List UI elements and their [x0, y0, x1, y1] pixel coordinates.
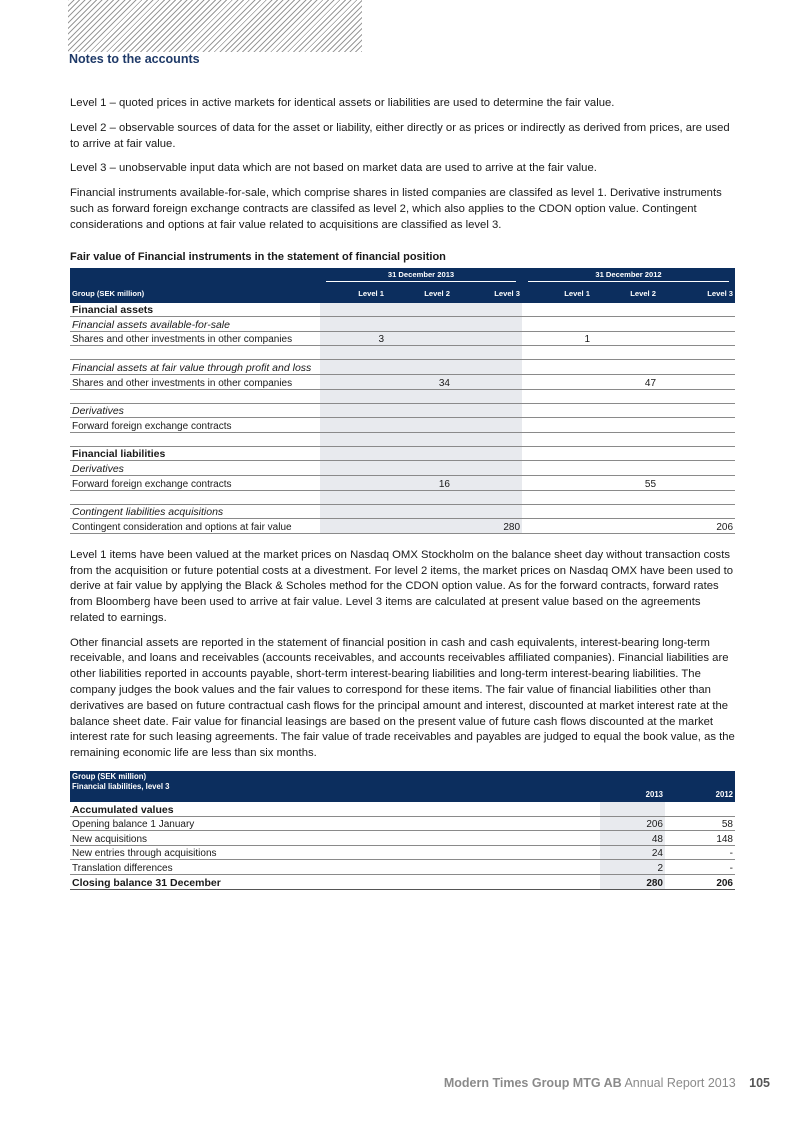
table-row: [70, 519, 735, 534]
year-2013-header: 2013: [600, 771, 665, 802]
row-label: Opening balance 1 January: [70, 816, 600, 831]
row-label: Shares and other investments in other companies: [70, 331, 320, 346]
table-header-levels: [70, 284, 735, 303]
cell-value: -: [665, 860, 735, 875]
row-label: New entries through acquisitions: [70, 845, 600, 860]
footer-report: Annual Report 2013: [624, 1076, 736, 1090]
cell-value: 280: [452, 519, 522, 534]
section-label: Accumulated values: [70, 802, 600, 816]
table-row: [70, 802, 735, 816]
cell-value: 58: [665, 816, 735, 831]
cell-value: -: [665, 845, 735, 860]
group-header-label: Group (SEK million): [72, 772, 147, 782]
row-label: Derivatives: [70, 461, 320, 476]
level2-2012-header: Level 2: [592, 284, 658, 303]
level1-2012-header: Level 1: [522, 284, 592, 303]
cell-value: 148: [665, 831, 735, 846]
liabilities-header-label: Financial liabilities, level 3: [72, 782, 170, 792]
main-content: [70, 96, 735, 890]
header-hatch-pattern: [68, 0, 362, 52]
table-row: [70, 403, 735, 418]
cell-value: 34: [386, 374, 452, 389]
cell-value: 16: [386, 475, 452, 490]
page-footer: [444, 1076, 770, 1090]
year-2012-header: 2012: [665, 771, 735, 802]
table-row: [70, 490, 735, 504]
table-row: [70, 446, 735, 461]
row-label: Forward foreign exchange contracts: [70, 418, 320, 433]
table-row: [70, 346, 735, 360]
row-label: Contingent liabilities acquisitions: [70, 504, 320, 519]
cell-value: 206: [600, 816, 665, 831]
cell-value: 24: [600, 845, 665, 860]
cell-value: 1: [522, 331, 592, 346]
table-row: [70, 374, 735, 389]
level1-2013-header: Level 1: [320, 284, 386, 303]
cell-value: 48: [600, 831, 665, 846]
table-row: [70, 845, 735, 860]
table-row: [70, 860, 735, 875]
paragraph-level3: Level 3 – unobservable input data which are not based on market data are used to arrive at the fair value.: [70, 162, 597, 175]
liabilities-level3-table: [70, 771, 735, 890]
row-label: Financial assets at fair value through profit and loss: [70, 360, 320, 375]
footer-company: Modern Times Group MTG AB: [443, 1076, 622, 1090]
cell-value: 47: [592, 374, 658, 389]
table-row: [70, 360, 735, 375]
row-label: Contingent consideration and options at fair value: [70, 519, 320, 534]
level3-2013-header: Level 3: [452, 284, 522, 303]
cell-value: 206: [665, 875, 735, 890]
row-label: Shares and other investments in other companies: [70, 374, 320, 389]
table-row: [70, 816, 735, 831]
paragraph-level2: Level 2 – observable sources of data for the asset or liability, either directly or as prices or indirectly as derived from prices, are used to arrive at fair value.: [70, 121, 730, 150]
paragraph-other-assets: Other financial assets are reported in the statement of financial position in cash and cash equivalents, interest-bearing long-term receivable, and loans and receivables (accounts receivables, and accounts receivables affiliated companies). Financial liabilities are other liabilities reported in accounts payable, short-term interest-bearing liabilities and long-term interest-bearing liabilities. The company judges the book values and the fair values to correspond for these items. The fair value of financial liabilities other than derivatives are based on future contractual cash flows for the principal amount and interest, discounted at market interest rate at the balance sheet date. Fair value for financial leasings are based on the present value of future cash flows discounted at the market interest rate for such leasing agreements. The fair value of trade receivables and payables are judged to equal the book value, as the remaining economic life are less than six months.: [70, 636, 735, 760]
table-row-total: [70, 875, 735, 890]
fair-value-table-title: Fair value of Financial instruments in the statement of financial position: [70, 250, 446, 263]
table-row: [70, 331, 735, 346]
group-column-header: Group (SEK million): [70, 284, 320, 303]
fair-value-table: [70, 268, 735, 534]
table-row: [70, 475, 735, 490]
paragraph-level1: Level 1 – quoted prices in active markets for identical assets or liabilities are used to determine the fair value.: [70, 97, 615, 109]
table-row: [70, 317, 735, 332]
row-label: Forward foreign exchange contracts: [70, 475, 320, 490]
table-row: [70, 831, 735, 846]
table-row: [70, 389, 735, 403]
table-header-periods: [70, 268, 735, 284]
level3-2012-header: Level 3: [658, 284, 735, 303]
row-label: Financial liabilities: [70, 446, 320, 461]
table-row: [70, 418, 735, 433]
row-label: Closing balance 31 December: [70, 875, 600, 890]
paragraph-classification: Financial instruments available-for-sale, which comprise shares in listed companies are classifed as level 1. Derivative instruments such as forward foreign exchange contracts are classifed as level 2, which also applies to the CDON option value. Contingent considerations and options at fair value related to acquisitions are classified as level 3.: [70, 187, 722, 231]
cell-value: 206: [658, 519, 735, 534]
table-row: [70, 461, 735, 476]
paragraph-valuation: Level 1 items have been valued at the market prices on Nasdaq OMX Stockholm on the balance sheet day without transaction costs from the acquisition or future potential costs at a divestment. For level 2 items, the market prices on Nasdaq OMX have been used to derive at fair value by applying the Black & Scholes method for the CDON option value. As for the forward contracts, forward rates from Bloomberg have been used to arrive at fair value. Level 3 items are calculated at present value based on the agreements related to earnings.: [70, 548, 734, 624]
period-2012-header: 31 December 2012: [528, 270, 729, 282]
section-title: Notes to the accounts: [69, 52, 200, 66]
cell-value: 3: [320, 331, 386, 346]
cell-value: 280: [600, 875, 665, 890]
row-label: Financial assets available-for-sale: [70, 317, 320, 332]
row-label: Translation differences: [70, 860, 600, 875]
cell-value: 55: [592, 475, 658, 490]
level2-2013-header: Level 2: [386, 284, 452, 303]
row-label: Derivatives: [70, 403, 320, 418]
table-row: [70, 504, 735, 519]
period-2013-header: 31 December 2013: [326, 270, 516, 282]
table-header: [70, 771, 735, 802]
page-number: 105: [749, 1076, 770, 1090]
table-row: [70, 432, 735, 446]
cell-value: 2: [600, 860, 665, 875]
row-label: Financial assets: [70, 303, 320, 317]
row-label: New acquisitions: [70, 831, 600, 846]
table-row: [70, 303, 735, 317]
